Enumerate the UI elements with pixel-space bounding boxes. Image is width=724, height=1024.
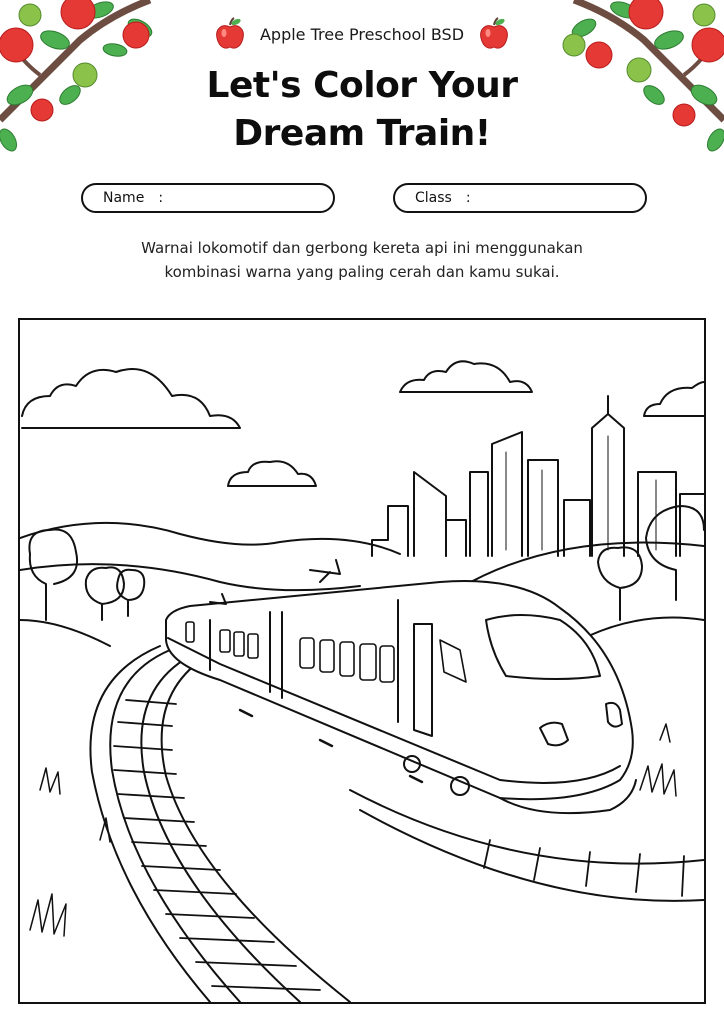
instructions-line-2: kombinasi warna yang paling cerah dan kamu sukai. — [164, 263, 560, 281]
coloring-illustration-frame — [18, 318, 706, 1004]
train-coloring-illustration — [20, 320, 704, 1002]
class-separator: : — [465, 190, 471, 206]
apple-icon — [214, 17, 246, 51]
train-illustration — [166, 560, 636, 813]
instructions — [60, 236, 664, 284]
title-line-2: Dream Train! — [233, 113, 491, 154]
apple-icon — [478, 17, 510, 51]
page-title — [0, 62, 724, 158]
cloud-illustration — [22, 361, 704, 486]
instructions-line-1: Warnai lokomotif dan gerbong kereta api ini menggunakan — [141, 239, 583, 257]
school-name: Apple Tree Preschool BSD — [259, 24, 465, 44]
name-separator: : — [158, 190, 164, 206]
school-header — [0, 16, 724, 52]
class-label: Class — [415, 190, 452, 206]
city-skyline-illustration — [372, 396, 704, 556]
name-label: Name — [103, 190, 145, 206]
class-field[interactable] — [393, 183, 647, 213]
name-field[interactable] — [81, 183, 335, 213]
title-line-1: Let's Color Your — [206, 65, 518, 106]
